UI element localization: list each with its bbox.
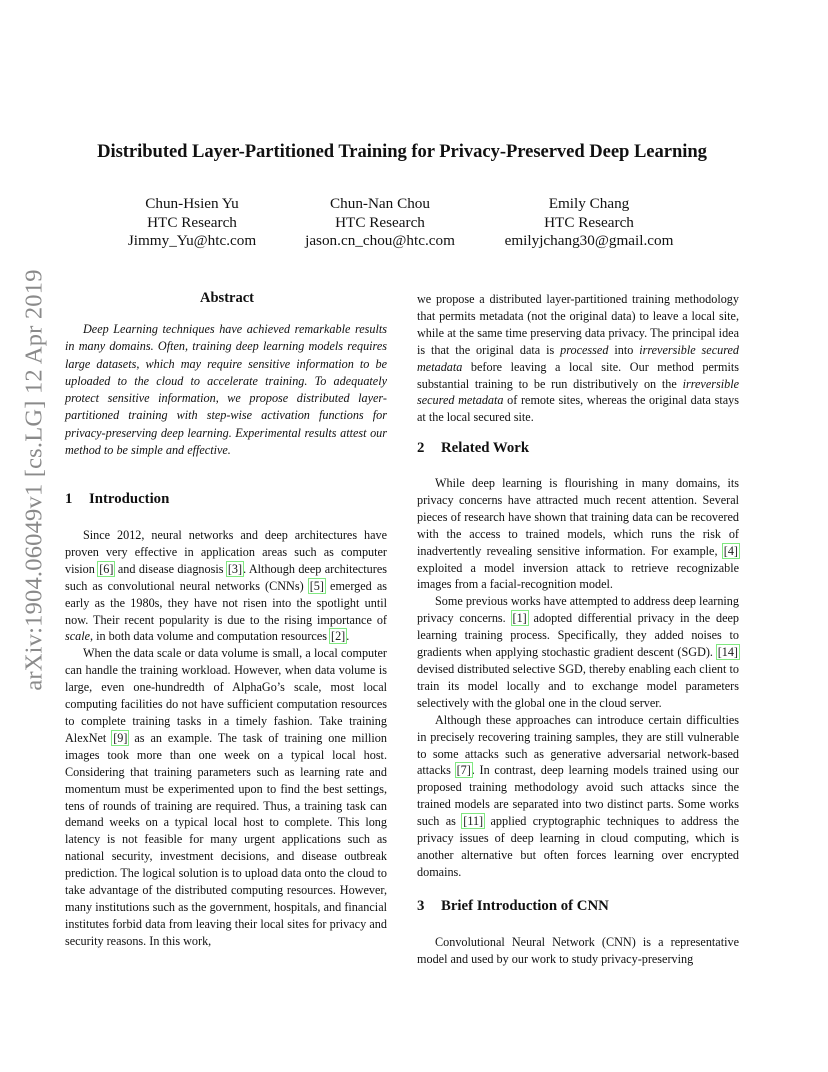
paragraph: we propose a distributed layer-partitioned training methodology that permits metadata (not the original data) to leave a local site, while at the same time preserving data privacy. The principal idea is that the original data is processed into irreversible secured metadata before leaving a local site. Our method permits substantial training to be run distributively on the irreversible secured metadata of remote sites, whereas the original data stays at the local secured site. [417,292,739,425]
author-affiliation: HTC Research [147,213,237,231]
paragraph: When the data scale or data volume is small, a local computer can handle the training workload. However, when data volume is large, even one-hundredth of AlphaGo’s scale, most local computing facilities do not have sufficient computation resources to complete training tasks in a timely fashion. Take training AlexNet [9] as an example. The task of training one million images took more than one week on a typical local host. Considering that training parameters such as learning rate and momentum must be experimented upon to find the best settings, tens of rounds of training are required. Thus, a training task can demand weeks on a typical local host to complete. This long latency is not feasible for many urgent applications such as national security, investment decisions, and disease outbreak prediction. The logical solution is to upload data onto the cloud to take advantage of the distributed computing resources. However, many institutions such as the government, hospitals, and financial institutes forbid data from leaving their local sites for privacy and security reasons. In this work, [65,646,387,948]
author-affiliation: HTC Research [544,213,634,231]
section-number: 2 [417,440,425,456]
author-block-3 [498,195,680,251]
author-block-1 [125,195,259,251]
citation-link[interactable]: [14] [717,645,738,660]
arxiv-identifier-stamp: arXiv:1904.06049v1 [cs.LG] 12 Apr 2019 [21,269,49,691]
author-name: Chun-Nan Chou [330,195,430,212]
citation-link[interactable]: [1] [512,611,527,626]
citation-link[interactable]: [11] [463,814,484,829]
citation-link[interactable]: [7] [456,763,471,778]
section-heading-related-work [417,440,529,457]
author-email: Jimmy_Yu@htc.com [127,232,257,250]
section-number: 3 [417,898,425,914]
author-email: emilyjchang30@gmail.com [504,232,674,250]
author-affiliation: HTC Research [335,213,425,231]
citation-link[interactable]: [4] [723,543,738,558]
paragraph: Convolutional Neural Network (CNN) is a representative model and used by our work to study privacy-preserving [417,935,739,966]
section-title: Brief Introduction of CNN [441,898,609,914]
citation-link[interactable]: [2] [331,629,346,644]
section-number: 1 [65,491,73,507]
introduction-continued [417,291,739,426]
citation-link[interactable]: [3] [227,561,243,576]
abstract-text: Deep Learning techniques have achieved remarkable results in many domains. Often, training deep learning models requires large datasets, which may require sensitive information to be uploaded to the cloud to accelerate training. To adequately protect sensitive information, we propose distributed layer-partitioned training with step-wise activation functions for privacy-preserving deep learning. Experimental results attest our method to be simple and effective. [65,322,387,458]
abstract-heading: Abstract [200,290,254,306]
author-block-2 [299,195,461,251]
citation-link[interactable]: [6] [99,561,114,576]
paragraph: Some previous works have attempted to address deep learning privacy concerns. [1] adopted differential privacy in the deep learning training process. Specifically, they added noises to gradients when applying stochastic gradient descent (SGD). [14] devised distributed selective SGD, thereby enabling each client to train its model locally and to exchange model parameters selectively with the global one in the cloud server. [417,594,740,710]
paper-title: Distributed Layer-Partitioned Training for Privacy-Preserved Deep Learning [97,141,707,162]
related-work-body [417,475,739,881]
paragraph: Although these approaches can introduce certain difficulties in precisely recovering training samples, they are still vulnerable to some attacks such as generative adversarial network-based attacks [7]. In contrast, deep learning models trained using our proposed training methodology avoid such attacks since the trained models are separated into two distinct parts. Some works such as [11] applied cryptographic techniques to address the privacy issues of deep learning in cloud computing, which is another alternative but often forces learning over encrypted domains. [417,712,740,879]
section-title: Related Work [441,440,530,456]
paragraph: While deep learning is flourishing in many domains, its privacy concerns have attracted much recent attention. Several pieces of research have shown that training data can be recovered with the access to trained models, which runs the risk of inadvertently revealing sensitive information. For example, [4] exploited a model inversion attack to retrieve recognizable images from a facial-recognition model. [417,476,739,592]
citation-link[interactable]: [9] [113,730,128,745]
author-name: Chun-Hsien Yu [145,195,239,212]
cnn-intro-body [417,934,739,968]
citation-link[interactable]: [5] [309,578,324,593]
section-title: Introduction [89,491,170,507]
section-heading-cnn [417,898,609,915]
paragraph: Since 2012, neural networks and deep architectures have proven very effective in application areas such as computer vision [6] and disease diagnosis [3]. Although deep architectures such as convolutional neural networks (CNNs) [5] emerged as early as the 1980s, they have not risen into the spotlight until now. Their recent popularity is due to the rising importance of scale, in both data volume and computation resources [2]. [65,528,388,644]
author-name: Emily Chang [548,195,630,212]
section-heading-introduction [65,491,169,508]
introduction-body [65,527,387,950]
author-email: jason.cn_chou@htc.com [305,232,455,250]
